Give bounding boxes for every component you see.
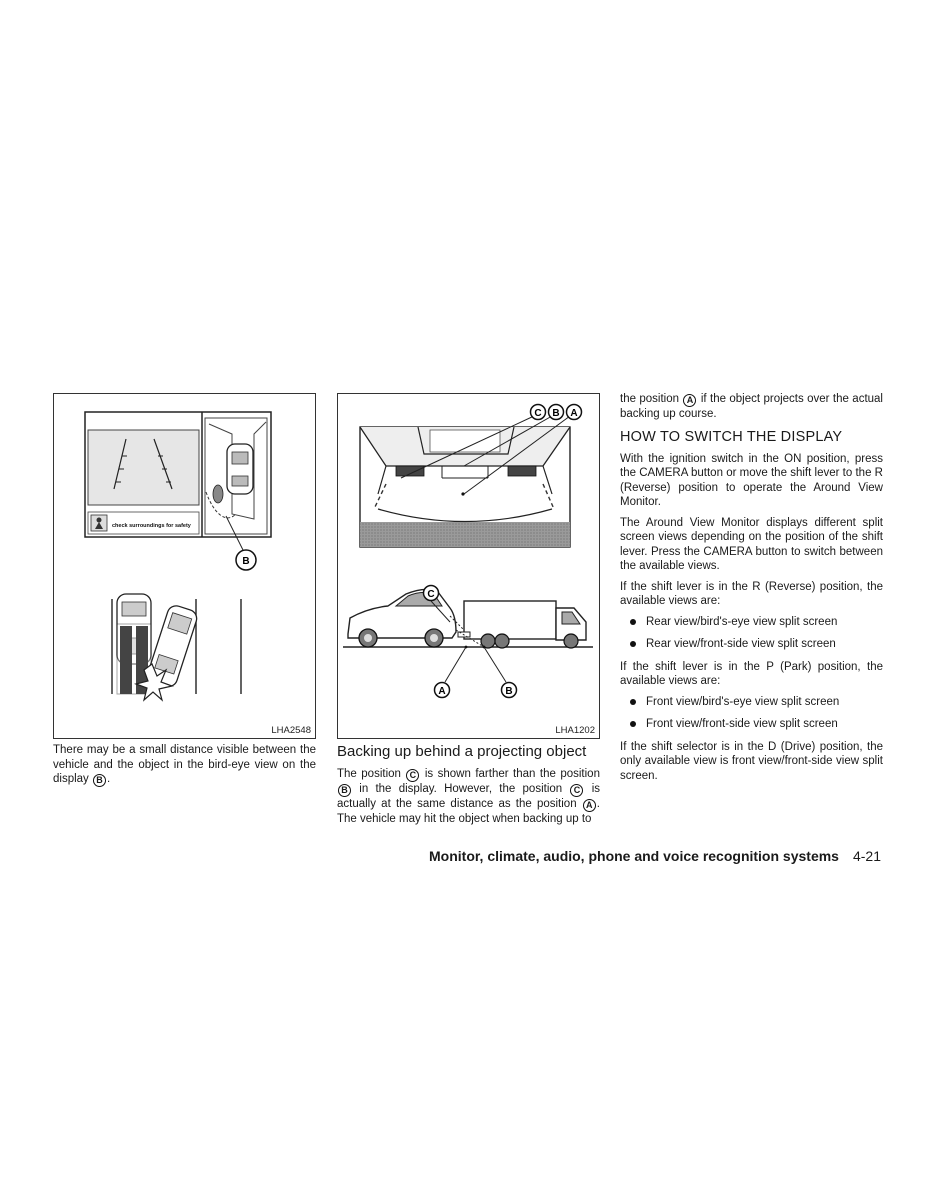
callout-c-top: C <box>534 408 542 419</box>
ref-b: B <box>338 784 351 797</box>
figure-code: LHA1202 <box>555 725 595 736</box>
ref-c: C <box>570 784 583 797</box>
screen-warning-text: check surroundings for safety <box>112 523 191 529</box>
projecting-object-paragraph: The position C is shown farther than the position B in the display. However, the position C is actually at the same distance as the position A . The vehicle may hit the object when backing up to <box>337 768 601 825</box>
ref-b: B <box>93 774 106 787</box>
ref-c: C <box>406 769 419 782</box>
list-item: Rear view/front-side view split screen <box>620 637 883 652</box>
paragraph-reverse: If the shift lever is in the R (Reverse) position, the available views are: <box>620 580 883 607</box>
bird-eye-distance-note: There may be a small distance visible between the vehicle and the object in the bird-eye view on the display B . <box>53 744 316 785</box>
projecting-object-illustration <box>338 394 599 724</box>
list-item: Rear view/bird's-eye view split screen <box>620 615 883 630</box>
right-column <box>620 392 883 789</box>
park-views-list <box>620 695 883 732</box>
continued-paragraph: the position A if the object projects over the actual backing up course. <box>620 393 883 420</box>
bird-eye-illustration <box>54 394 315 724</box>
callout-c-side: C <box>427 589 435 600</box>
callout-b-side: B <box>505 686 513 697</box>
figure-bird-eye-view <box>53 393 316 739</box>
callout-a-top: A <box>570 408 578 419</box>
paragraph-drive: If the shift selector is in the D (Drive) position, the only available view is front view/front-side view split screen. <box>620 740 883 782</box>
paragraph-park: If the shift lever is in the P (Park) position, the available views are: <box>620 660 883 687</box>
section-heading: HOW TO SWITCH THE DISPLAY <box>620 428 843 445</box>
middle-column <box>337 743 600 833</box>
subsection-heading: Backing up behind a projecting object <box>337 743 587 760</box>
list-item: Front view/bird's-eye view split screen <box>620 695 883 710</box>
page-footer <box>429 848 881 864</box>
reverse-views-list <box>620 615 883 652</box>
figure-projecting-object <box>337 393 600 739</box>
callout-b-top: B <box>552 408 560 419</box>
paragraph-split-views: The Around View Monitor displays different split screen views depending on the position of the shift lever. Press the CAMERA button to switch between the available views. <box>620 516 883 572</box>
page-number: 4-21 <box>852 848 881 864</box>
callout-b-label: B <box>242 556 250 567</box>
figure-code: LHA2548 <box>271 725 311 736</box>
ref-a: A <box>683 394 696 407</box>
paragraph-ignition: With the ignition switch in the ON position, press the CAMERA button or move the shift lever to the R (Reverse) position to operate the Around View Monitor. <box>620 452 883 508</box>
list-item: Front view/front-side view split screen <box>620 717 883 732</box>
ref-a: A <box>583 799 596 812</box>
chapter-title: Monitor, climate, audio, phone and voice recognition systems <box>429 848 839 864</box>
callout-a-side: A <box>438 686 446 697</box>
left-column <box>53 743 316 793</box>
